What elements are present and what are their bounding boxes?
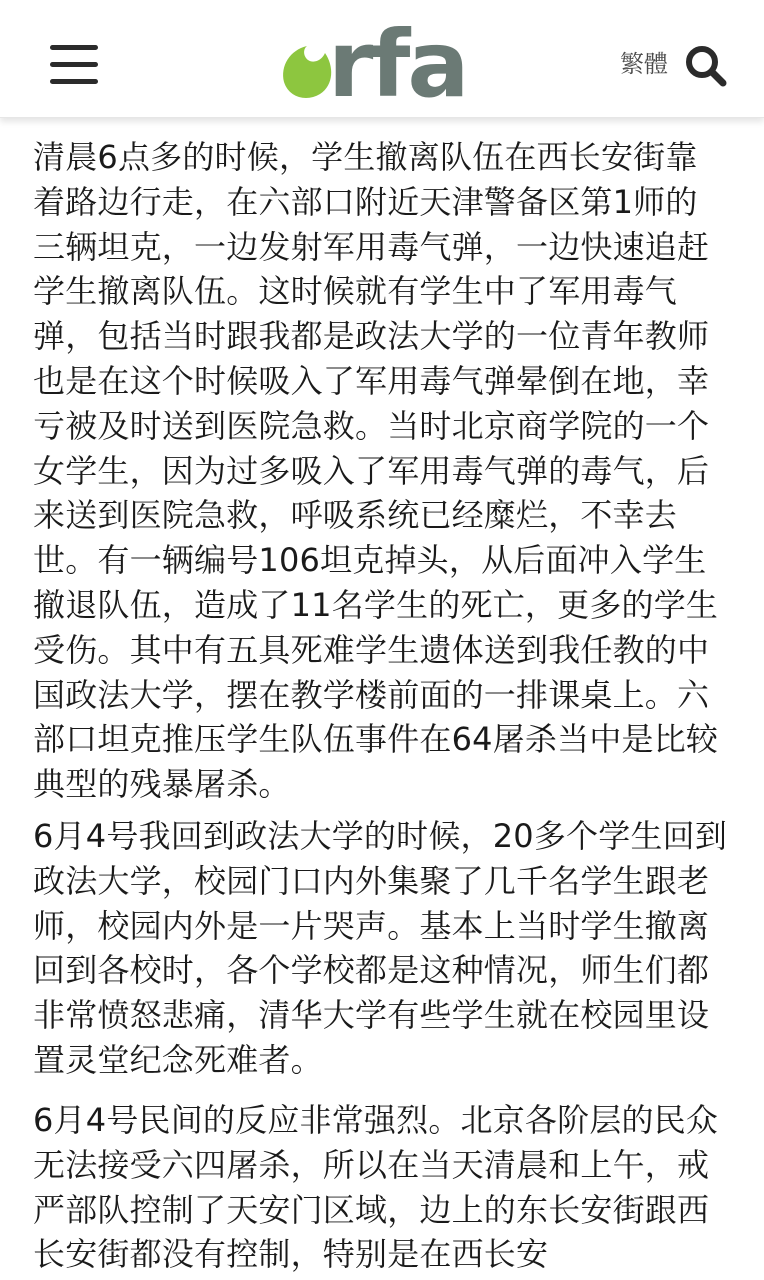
logo-text: rfa — [328, 11, 467, 108]
article-paragraph: 6月4号我回到政法大学的时候，20多个学生回到政法大学，校园门口内外集聚了几千名学生跟老师，校园内外是一片哭声。基本上当时学生撤离回到各校时，各个学校都是这种情况，师生们都非常愤怒悲痛，清华大学有些学生就在校园里设置灵堂纪念死难者。 — [33, 817, 728, 1079]
hamburger-menu-icon[interactable] — [50, 45, 100, 85]
logo-leaf-icon — [283, 46, 331, 98]
site-header — [0, 0, 764, 118]
article-paragraph: 6月4号民间的反应非常强烈。北京各阶层的民众无法接受六四屠杀，所以在当天清晨和上午，戒严部队控制了天安门区域，边上的东长安街跟西长安街都没有控制，特别是在西长安 — [33, 1101, 719, 1274]
rfa-logo[interactable] — [280, 8, 485, 108]
language-switch-link[interactable]: 繁體 — [620, 50, 668, 78]
article-paragraph: 清晨6点多的时候，学生撤离队伍在西长安街靠着路边行走，在六部口附近天津警备区第1师的三辆坦克，一边发射军用毒气弹，一边快速追赶学生撤离队伍。这时候就有学生中了军用毒气弹，包括当时跟我都是政法大学的一位青年教师也是在这个时候吸入了军用毒气弹晕倒在地，幸亏被及时送到医院急救。当时北京商学院的一个女学生，因为过多吸入了军用毒气弹的毒气，后来送到医院急救，呼吸系统已经糜烂，不幸去世。有一辆编号106坦克掉头，从后面冲入学生撤退队伍，造成了11名学生的死亡，更多的学生受伤。其中有五具死难学生遗体送到我任教的中国政法大学，摆在教学楼前面的一排课桌上。六部口坦克推压学生队伍事件在64屠杀当中是比较典型的残暴屠杀。 — [33, 138, 719, 804]
search-icon[interactable] — [684, 44, 728, 88]
article-body — [0, 118, 764, 1280]
